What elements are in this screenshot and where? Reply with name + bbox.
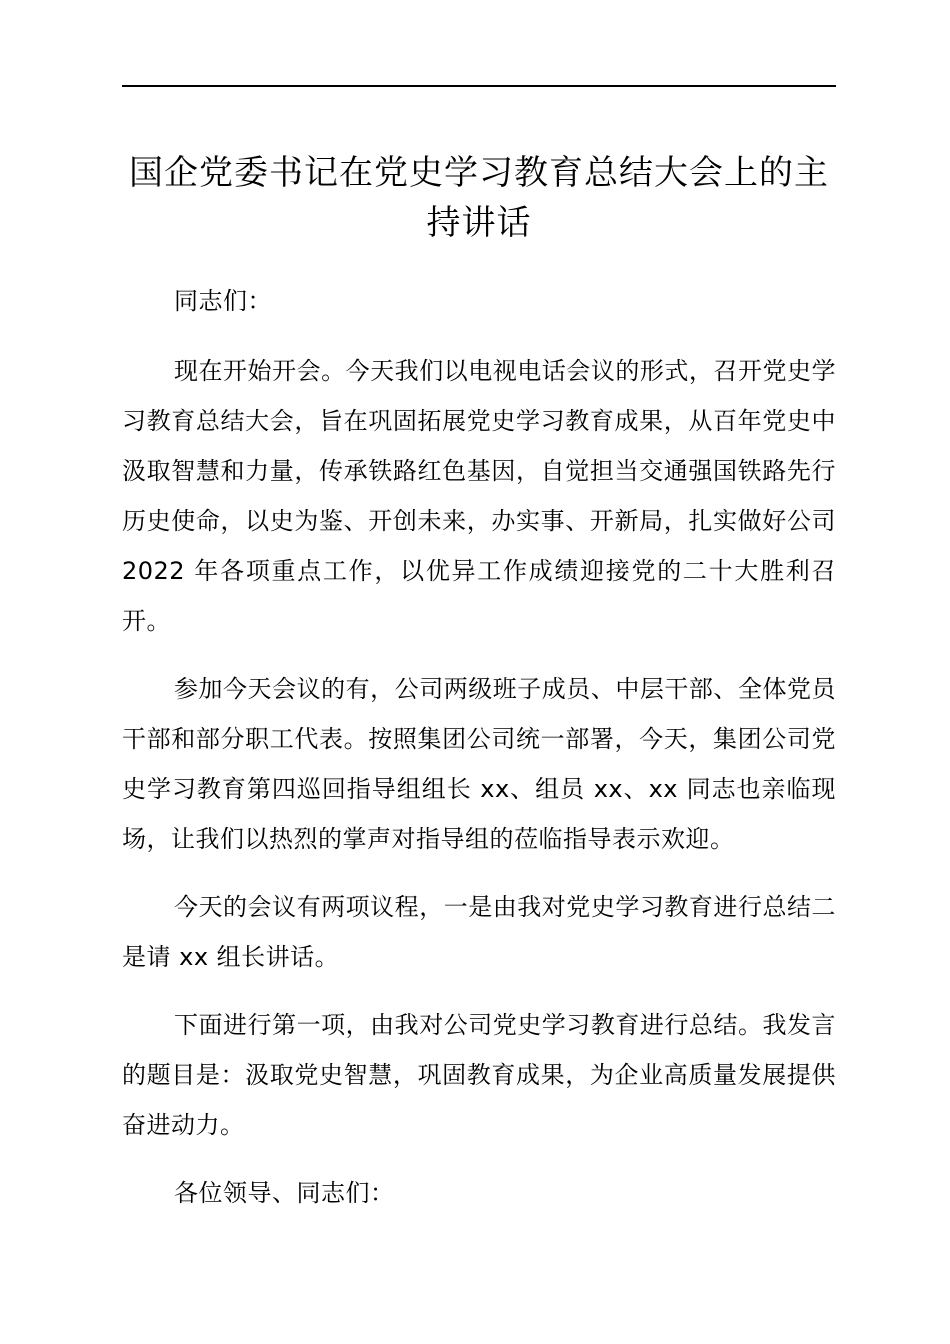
document-title-line-1: 国企党委书记在党史学习教育总结大会上的主 (129, 153, 829, 193)
paragraph-opening: 现在开始开会。今天我们以电视电话会议的形式，召开党史学习教育总结大会，旨在巩固拓展党史学习教育成果，从百年党史中汲取智慧和力量，传承铁路红色基因，自觉担当交通强国铁路先行历史使命，以史为鉴、开创未来，办实事、开新局，扎实做好公司 2022 年各项重点工作，以优异工作成绩迎接党的二十大胜利召开。 (122, 357, 836, 635)
paragraph-attendees: 参加今天会议的有，公司两级班子成员、中层干部、全体党员干部和部分职工代表。按照集团公司统一部署，今天，集团公司党史学习教育第四巡回指导组组长 xx、组员 xx、xx 同志也亲临现场，让我们以热烈的掌声对指导组的莅临指导表示欢迎。 (122, 675, 836, 853)
paragraph-first-item: 下面进行第一项，由我对公司党史学习教育进行总结。我发言的题目是：汲取党史智慧，巩固教育成果，为企业高质量发展提供奋进动力。 (122, 1011, 836, 1139)
paragraph-agenda: 今天的会议有两项议程，一是由我对党史学习教育进行总结二是请 xx 组长讲话。 (122, 893, 836, 971)
paragraph-greeting: 同志们： (174, 287, 272, 315)
paragraph-address: 各位领导、同志们： (174, 1179, 395, 1207)
header-rule (122, 85, 836, 87)
document-title-line-2: 持讲话 (426, 203, 532, 243)
document-body (122, 276, 836, 1236)
document-title (122, 148, 836, 248)
